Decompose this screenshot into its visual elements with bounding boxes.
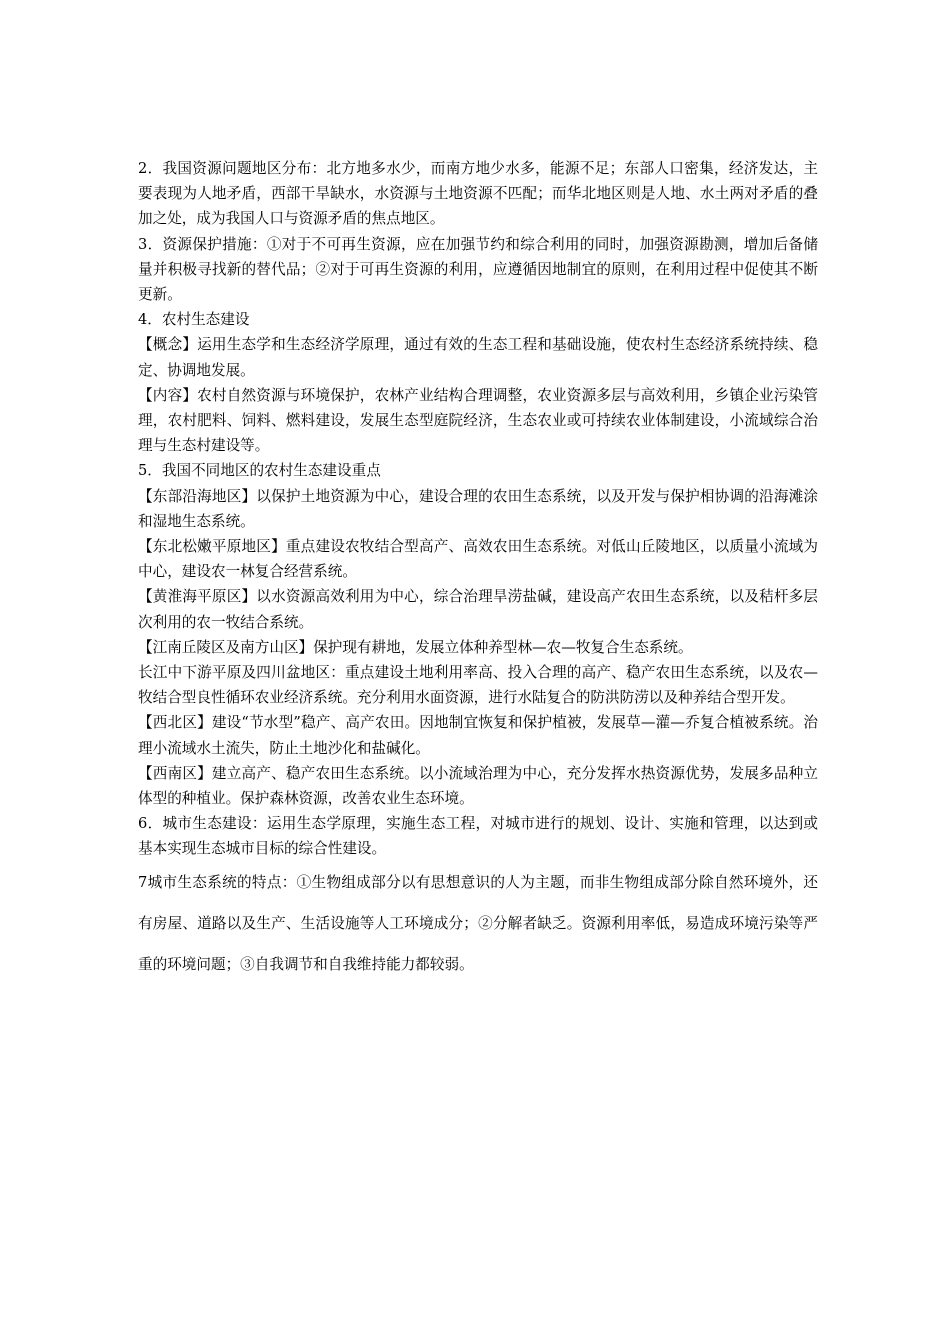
paragraph-yangtze: 长江中下游平原及四川盆地区：重点建设土地利用率高、投入合理的高产、稳产农田生态系统，以及农—牧结合型良性循环农业经济系统。充分利用水面资源，进行水陆复合的防洪防涝以及种养结合型开发。: [138, 664, 818, 707]
heading-regional-focus: 5．我国不同地区的农村生态建设重点: [138, 462, 381, 480]
paragraph-northeast: 【东北松嫩平原地区】重点建设农牧结合型高产、高效农田生态系统。对低山丘陵地区，以质量小流域为中心，建设农一林复合经营系统。: [138, 538, 818, 581]
document-body: [138, 156, 818, 985]
paragraph-resource-protection: 3．资源保护措施：①对于不可再生资源，应在加强节约和综合利用的同时，加强资源勘测，增加后备储量并积极寻找新的替代品；②对于可再生资源的利用，应遵循因地制宜的原则，在利用过程中促使其不断更新。: [138, 235, 818, 304]
paragraph-jiangnan: 【江南丘陵区及南方山区】保护现有耕地，发展立体种养型林—农—牧复合生态系统。: [138, 638, 693, 656]
paragraph-content: 【内容】农村自然资源与环境保护，农林产业结构合理调整，农业资源多层与高效利用，乡镇企业污染管理，农村肥料、饲料、燃料建设，发展生态型庭院经济，生态农业或可持续农业体制建设，小流域综合治理与生态村建设等。: [138, 386, 818, 455]
paragraph-huanghuaihai: 【黄淮海平原区】以水资源高效利用为中心，综合治理旱涝盐碱，建设高产农田生态系统，以及秸杆多层次利用的农一牧结合系统。: [138, 588, 818, 631]
paragraph-urban-eco-construction: 6．城市生态建设：运用生态学原理，实施生态工程，对城市进行的规划、设计、实施和管理，以达到或基本实现生态城市目标的综合性建设。: [138, 815, 818, 858]
paragraph-southwest: 【西南区】建立高产、稳产农田生态系统。以小流域治理为中心，充分发挥水热资源优势，发展多品种立体型的种植业。保护森林资源，改善农业生态环境。: [138, 764, 818, 808]
paragraph-northwest: 【西北区】建设“节水型”稳产、高产农田。因地制宜恢复和保护植被，发展草—灌—乔复合植被系统。治理小流域水土流失，防止土地沙化和盐碱化。: [138, 714, 818, 757]
heading-rural-eco-construction: 4．农村生态建设: [138, 311, 250, 329]
paragraph-resource-distribution: 2．我国资源问题地区分布：北方地多水少，而南方地少水多，能源不足；东部人口密集，经济发达，主要表现为人地矛盾，西部干旱缺水，水资源与土地资源不匹配；而华北地区则是人地、水土两对矛盾的叠加之处，成为我国人口与资源矛盾的焦点地区。: [138, 160, 818, 228]
paragraph-east-coast: 【东部沿海地区】以保护土地资源为中心，建设合理的农田生态系统，以及开发与保护相协调的沿海滩涂和湿地生态系统。: [138, 487, 818, 530]
paragraph-concept: 【概念】运用生态学和生态经济学原理，通过有效的生态工程和基础设施，使农村生态经济系统持续、稳定、协调地发展。: [138, 336, 818, 379]
paragraph-urban-eco-features: 7城市生态系统的特点：①生物组成部分以有思想意识的人为主题，而非生物组成部分除自然环境外，还有房屋、道路以及生产、生活设施等人工环境成分；②分解者缺乏。资源利用率低，易造成环境污染等严重的环境问题；③自我调节和自我维持能力都较弱。: [138, 873, 818, 973]
